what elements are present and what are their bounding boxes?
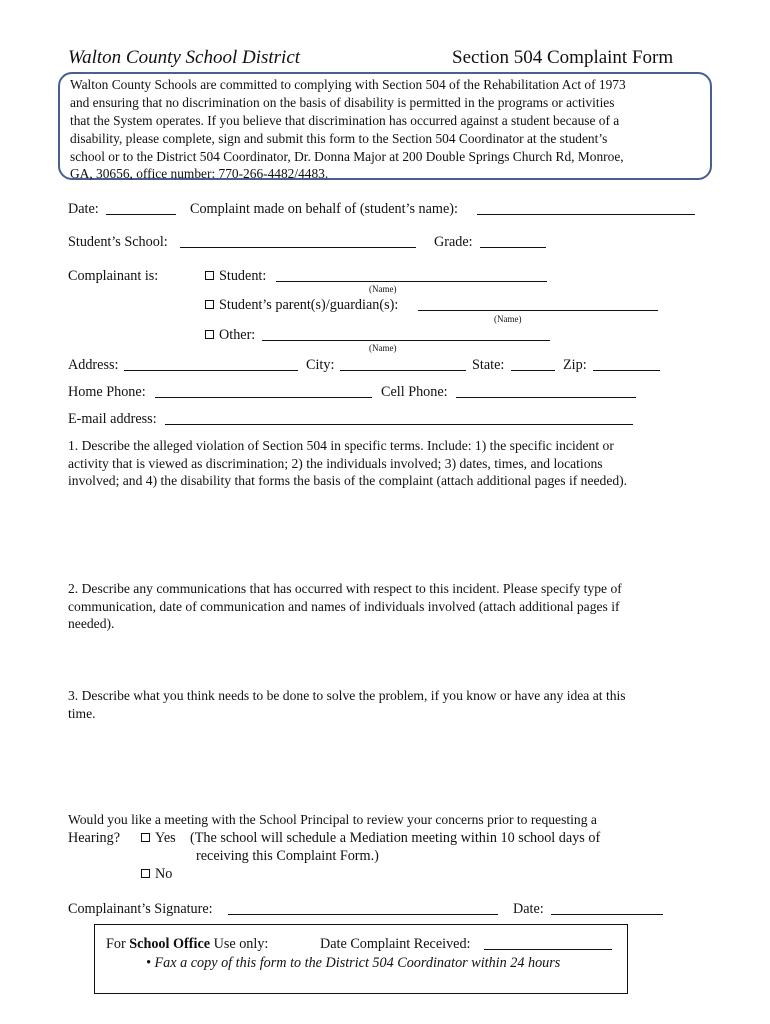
option-student-label: Student: <box>219 268 267 284</box>
zip-label: Zip: <box>563 357 587 373</box>
name-hint: (Name) <box>494 314 522 324</box>
intro-line: Walton County Schools are committed to complying with Section 504 of the Rehabilitation Act of 1973 <box>70 77 626 92</box>
bullet-icon: • <box>146 955 151 971</box>
date-blank[interactable] <box>106 201 176 215</box>
cell-phone-label: Cell Phone: <box>381 384 448 400</box>
option-other-label: Other: <box>219 327 256 343</box>
on-behalf-label: Complaint made on behalf of (student’s name): <box>190 201 458 217</box>
student-option-blank[interactable] <box>276 268 547 282</box>
district-name: Walton County School District <box>68 47 301 68</box>
school-label: Student’s School: <box>68 234 168 250</box>
hearing-label: Hearing? <box>68 830 120 846</box>
date-label: Date: <box>68 201 99 217</box>
option-yes[interactable] <box>141 829 176 847</box>
option-parent-label: Student’s parent(s)/guardian(s): <box>219 297 399 313</box>
checkbox-no[interactable] <box>141 869 150 878</box>
option-other[interactable] <box>205 326 255 344</box>
home-phone-label: Home Phone: <box>68 384 146 400</box>
signature-blank[interactable] <box>228 901 498 915</box>
state-blank[interactable] <box>511 357 555 371</box>
question-3: time. <box>68 706 96 721</box>
student-name-blank[interactable] <box>477 201 695 215</box>
question-2: 2. Describe any communications that has occurred with respect to this incident. Please specify type of <box>68 581 622 596</box>
checkbox-parent[interactable] <box>205 300 214 309</box>
signature-label: Complainant’s Signature: <box>68 901 213 917</box>
option-student[interactable] <box>205 267 266 285</box>
signature-date-label: Date: <box>513 901 544 917</box>
other-option-blank[interactable] <box>262 327 550 341</box>
email-blank[interactable] <box>165 411 633 425</box>
checkbox-yes[interactable] <box>141 833 150 842</box>
intro-line: school or to the District 504 Coordinator, Dr. Donna Major at 200 Double Springs Church Rd, Monroe, <box>70 149 624 164</box>
checkbox-other[interactable] <box>205 330 214 339</box>
intro-line: GA, 30656, office number: 770-266-4482/4483. <box>70 166 329 181</box>
question-1: involved; and 4) the disability that forms the basis of the complaint (attach additional pages if needed). <box>68 473 628 488</box>
question-1: 1. Describe the alleged violation of Section 504 in specific terms. Include: 1) the specific incident or <box>68 438 614 453</box>
city-label: City: <box>306 357 335 373</box>
option-no[interactable] <box>141 865 172 883</box>
meeting-question: Would you like a meeting with the School Principal to review your concerns prior to requesting a <box>68 812 597 827</box>
yes-note: (The school will schedule a Mediation meeting within 10 school days of <box>190 830 601 846</box>
school-blank[interactable] <box>180 234 416 248</box>
name-hint: (Name) <box>369 343 397 353</box>
cell-phone-blank[interactable] <box>456 384 636 398</box>
state-label: State: <box>472 357 505 373</box>
intro-line: that the System operates. If you believe that discrimination has occurred against a student because of a <box>70 113 620 128</box>
grade-label: Grade: <box>434 234 473 250</box>
form-title: Section 504 Complaint Form <box>452 47 674 68</box>
option-no-label: No <box>155 866 173 882</box>
address-blank[interactable] <box>124 357 298 371</box>
complainant-is-label: Complainant is: <box>68 268 159 284</box>
address-label: Address: <box>68 357 119 373</box>
date-received-blank[interactable] <box>484 936 612 950</box>
parent-option-blank[interactable] <box>418 297 658 311</box>
option-yes-label: Yes <box>155 830 176 846</box>
intro-line: and ensuring that no discrimination on the basis of disability is permitted in the programs or activities <box>70 95 615 110</box>
zip-blank[interactable] <box>593 357 660 371</box>
intro-line: disability, please complete, sign and submit this form to the Section 504 Coordinator at the student’s <box>70 131 608 146</box>
yes-note: receiving this Complaint Form.) <box>196 848 379 864</box>
home-phone-blank[interactable] <box>155 384 372 398</box>
checkbox-student[interactable] <box>205 271 214 280</box>
email-label: E-mail address: <box>68 411 157 427</box>
city-blank[interactable] <box>340 357 466 371</box>
option-parent[interactable] <box>205 296 398 314</box>
fax-note: • Fax a copy of this form to the District 504 Coordinator within 24 hours <box>146 955 561 971</box>
question-2: communication, date of communication and names of individuals involved (attach additional pages if <box>68 599 620 614</box>
name-hint: (Name) <box>369 284 397 294</box>
question-1: activity that is viewed as discrimination; 2) the individuals involved; 3) dates, times, and locations <box>68 456 603 471</box>
question-3: 3. Describe what you think needs to be done to solve the problem, if you know or have any idea at this <box>68 688 626 703</box>
signature-date-blank[interactable] <box>551 901 663 915</box>
grade-blank[interactable] <box>480 234 546 248</box>
question-2: needed). <box>68 616 115 631</box>
office-use-label: For School Office Use only: <box>106 936 269 952</box>
date-received-label: Date Complaint Received: <box>320 936 471 952</box>
